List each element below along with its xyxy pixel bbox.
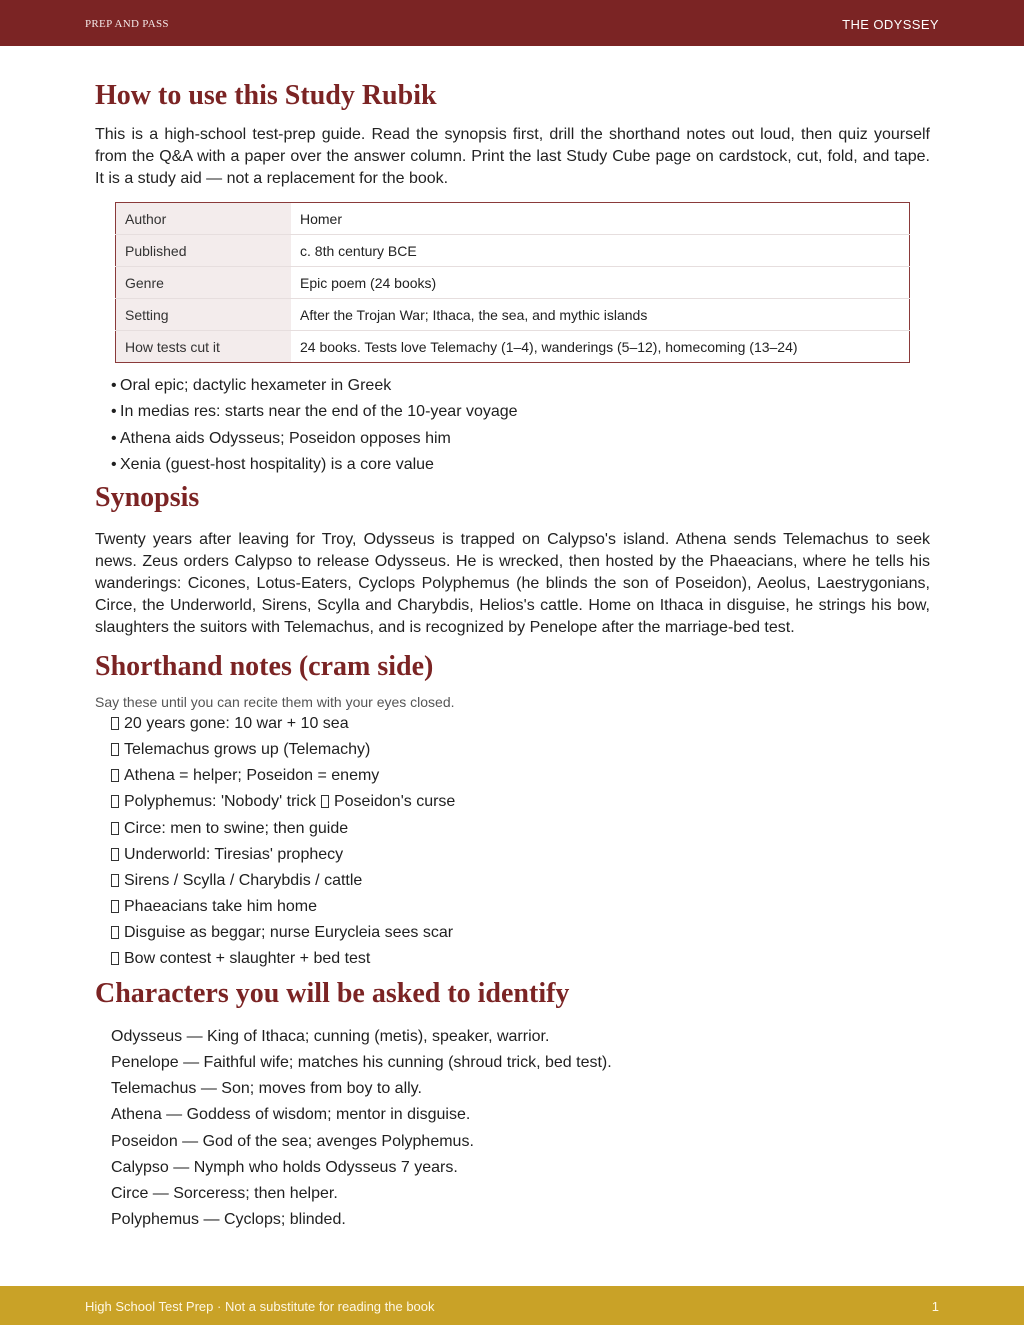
- document-title: THE ODYSSEY: [842, 17, 939, 32]
- missing-glyph-icon: [111, 900, 119, 913]
- missing-glyph-icon: [111, 926, 119, 939]
- section-heading-howto: How to use this Study Rubik: [95, 80, 437, 111]
- fact-value: 24 books. Tests love Telemachy (1–4), wanderings (5–12), homecoming (13–24): [300, 338, 798, 355]
- missing-glyph-icon: [111, 795, 119, 808]
- list-item: Penelope — Faithful wife; matches his cunning (shroud trick, bed test).: [111, 1054, 612, 1072]
- shorthand-note: Say these until you can recite them with your eyes closed.: [95, 694, 455, 711]
- list-item: Bow contest + slaughter + bed test: [111, 946, 930, 972]
- list-item: Telemachus — Son; moves from boy to ally.: [111, 1080, 422, 1098]
- list-item: Phaeacians take him home: [111, 894, 930, 920]
- brand-label: PREP AND PASS: [85, 18, 169, 30]
- list-item: Telemachus grows up (Telemachy): [111, 737, 930, 763]
- fact-value: After the Trojan War; Ithaca, the sea, and mythic islands: [291, 299, 910, 331]
- list-item: • Oral epic; dactylic hexameter in Greek: [111, 373, 930, 399]
- missing-glyph-icon: [111, 874, 119, 887]
- key-facts-list: [95, 373, 930, 478]
- missing-glyph-icon: [111, 717, 119, 730]
- list-item: • Xenia (guest-host hospitality) is a core value: [111, 452, 930, 478]
- missing-glyph-icon: [111, 822, 119, 835]
- list-item: Sirens / Scylla / Charybdis / cattle: [111, 868, 930, 894]
- bullet-icon: •: [111, 429, 117, 447]
- footer-text: High School Test Prep · Not a substitute for reading the book: [85, 1299, 435, 1314]
- fact-value: c. 8th century BCE: [291, 235, 910, 267]
- missing-glyph-icon: [321, 795, 329, 808]
- section-heading-characters: Characters you will be asked to identify: [95, 978, 570, 1010]
- list-item: Odysseus — King of Ithaca; cunning (metis), speaker, warrior.: [111, 1028, 550, 1046]
- bullet-icon: •: [111, 455, 117, 473]
- fact-value: Homer: [291, 203, 910, 235]
- table-row: [116, 267, 910, 299]
- missing-glyph-icon: [111, 952, 119, 965]
- fact-label: Genre: [116, 267, 292, 299]
- section-heading-synopsis: Synopsis: [95, 482, 200, 514]
- missing-glyph-icon: [111, 743, 119, 756]
- page-header: [0, 0, 1024, 46]
- list-item: Calypso — Nymph who holds Odysseus 7 years.: [111, 1158, 458, 1176]
- shorthand-list: [95, 711, 930, 972]
- characters-list: [95, 1024, 930, 1233]
- list-item: Polyphemus — Cyclops; blinded.: [111, 1210, 346, 1228]
- bullet-icon: •: [111, 377, 117, 394]
- table-row: [116, 331, 910, 363]
- list-item: Athena = helper; Poseidon = enemy: [111, 763, 930, 789]
- list-item: Circe: men to swine; then guide: [111, 816, 930, 842]
- table-row: [116, 203, 910, 235]
- page-content: [95, 78, 930, 1233]
- page-number: 1: [931, 1299, 939, 1314]
- synopsis-paragraph: Twenty years after leaving for Troy, Odysseus is trapped on Calypso's island. Athena sends Telemachus to seek news. Zeus orders Calypso to release Odysseus. He is wrecked, then hosted by the Phaeacians, where he tells his wanderings: Cicones, Lotus-Eaters, Cyclops Polyphemus (he blinds the son of Poseidon), Aeolus, Laestrygonians, Circe, the Underworld, Sirens, Scylla and Charybdis, Helios's cattle. Home on Ithaca in disguise, he strings his bow, slaughters the suitors with Telemachus, and is recognized by Penelope after the marriage-bed test.: [95, 531, 930, 637]
- facts-table: [115, 202, 910, 363]
- list-item: Athena — Goddess of wisdom; mentor in disguise.: [111, 1106, 471, 1124]
- list-item: • Athena aids Odysseus; Poseidon opposes him: [111, 426, 930, 452]
- missing-glyph-icon: [111, 769, 119, 782]
- list-item: Underworld: Tiresias' prophecy: [111, 842, 930, 868]
- section-heading-shorthand: Shorthand notes (cram side): [95, 651, 434, 683]
- table-row: [116, 235, 910, 267]
- fact-label: How tests cut it: [116, 331, 292, 363]
- howto-paragraph: This is a high-school test-prep guide. Read the synopsis first, drill the shorthand notes out loud, then quiz yourself from the Q&A with a paper over the answer column. Print the last Study Cube page on cardstock, cut, fold, and tape. It is a study aid — not a replacement for the book.: [95, 126, 930, 187]
- list-item: Circe — Sorceress; then helper.: [111, 1184, 338, 1202]
- fact-label: Author: [116, 203, 292, 235]
- fact-label: Setting: [116, 299, 292, 331]
- page-footer: [0, 1286, 1024, 1325]
- table-row: [116, 299, 910, 331]
- list-item: Poseidon — God of the sea; avenges Polyphemus.: [111, 1132, 474, 1150]
- list-item: 20 years gone: 10 war + 10 sea: [111, 711, 930, 737]
- fact-value: Epic poem (24 books): [291, 267, 910, 299]
- fact-label: Published: [116, 235, 292, 267]
- list-item: Disguise as beggar; nurse Eurycleia sees scar: [111, 920, 930, 946]
- missing-glyph-icon: [111, 848, 119, 861]
- bullet-icon: •: [111, 403, 117, 421]
- list-item: • In medias res: starts near the end of the 10-year voyage: [111, 399, 930, 425]
- list-item: Polyphemus: 'Nobody' trick Poseidon's curse: [111, 789, 930, 815]
